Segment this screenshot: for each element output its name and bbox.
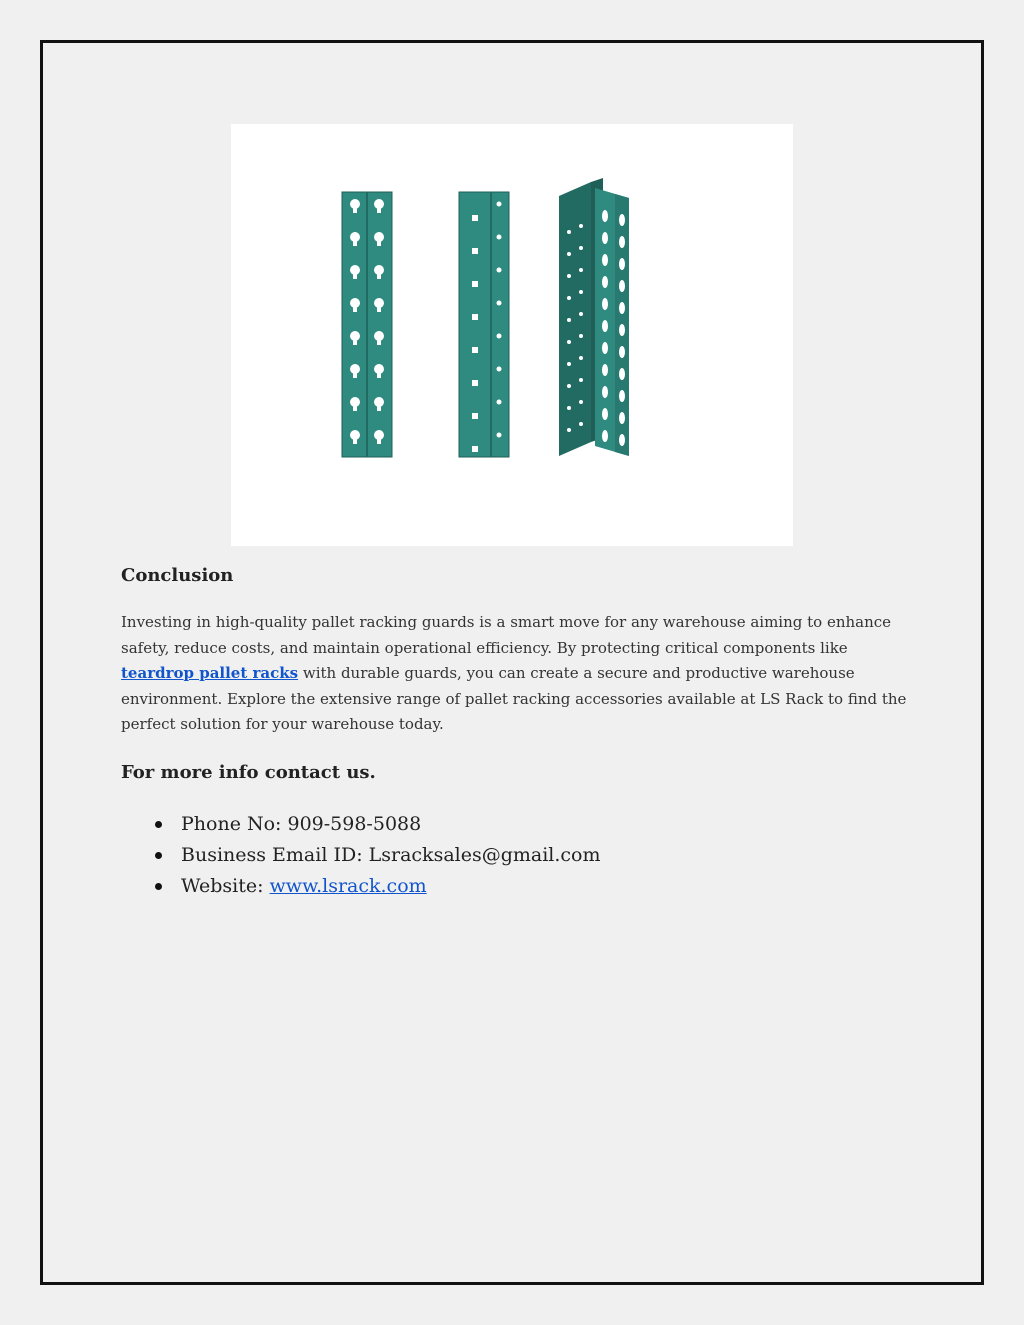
channel-slot (602, 276, 608, 288)
channel-slot (619, 324, 625, 336)
side-hole (567, 252, 571, 256)
square-hole (472, 413, 478, 419)
phone-text: Phone No: 909-598-5088 (181, 812, 422, 835)
contact-heading: For more info contact us. (121, 761, 376, 783)
document-page (40, 40, 984, 1285)
teardrop-hole-slot (353, 303, 357, 312)
rack-uprights-illustration (231, 124, 793, 546)
teardrop-hole-slot (353, 435, 357, 444)
round-hole (497, 433, 502, 438)
side-hole (567, 384, 571, 388)
contact-phone (121, 809, 911, 840)
teardrop-hole-slot (377, 303, 381, 312)
bullet-icon (155, 821, 162, 828)
channel-slot (619, 258, 625, 270)
square-hole (472, 314, 478, 320)
channel-slot (602, 210, 608, 222)
teardrop-hole-slot (377, 270, 381, 279)
teardrop-hole-slot (377, 369, 381, 378)
conclusion-heading: Conclusion (121, 565, 234, 586)
round-hole (497, 367, 502, 372)
teardrop-pallet-racks-link[interactable]: teardrop pallet racks (121, 664, 299, 682)
bullet-icon (155, 852, 162, 859)
side-hole (567, 406, 571, 410)
contact-list (121, 809, 911, 902)
square-hole (472, 248, 478, 254)
contact-website (121, 871, 911, 902)
side-hole (567, 362, 571, 366)
teardrop-hole-slot (377, 204, 381, 213)
channel-slot (619, 302, 625, 314)
side-hole (579, 224, 583, 228)
teardrop-hole-slot (353, 402, 357, 411)
teardrop-hole-slot (353, 369, 357, 378)
square-hole (472, 281, 478, 287)
channel-slot (602, 298, 608, 310)
teardrop-hole-slot (377, 237, 381, 246)
channel-slot (619, 280, 625, 292)
teardrop-hole-slot (353, 237, 357, 246)
round-hole (497, 268, 502, 273)
channel-upright (559, 178, 629, 456)
round-hole (497, 301, 502, 306)
round-hole (497, 202, 502, 207)
side-hole (579, 334, 583, 338)
website-link[interactable]: www.lsrack.com (269, 874, 427, 897)
conclusion-paragraph (121, 610, 911, 738)
contact-email (121, 840, 911, 871)
side-hole (579, 356, 583, 360)
teardrop-hole-slot (353, 336, 357, 345)
teardrop-upright (342, 192, 392, 457)
side-hole (579, 400, 583, 404)
side-hole (567, 318, 571, 322)
channel-slot (602, 320, 608, 332)
channel-slot (619, 390, 625, 402)
square-hole (472, 215, 478, 221)
side-hole (579, 290, 583, 294)
channel-slot (619, 368, 625, 380)
bullet-icon (155, 883, 162, 890)
side-hole (567, 274, 571, 278)
teardrop-hole-slot (377, 435, 381, 444)
channel-slot (619, 434, 625, 446)
side-hole (579, 378, 583, 382)
channel-slot (602, 408, 608, 420)
side-hole (567, 428, 571, 432)
round-hole (497, 400, 502, 405)
round-hole (497, 235, 502, 240)
side-hole (579, 312, 583, 316)
channel-slot (619, 236, 625, 248)
side-hole (567, 340, 571, 344)
side-hole (567, 296, 571, 300)
channel-slot (619, 412, 625, 424)
side-hole (579, 422, 583, 426)
square-hole (472, 347, 478, 353)
side-hole (579, 246, 583, 250)
teardrop-hole-slot (377, 336, 381, 345)
teardrop-hole-slot (353, 204, 357, 213)
email-text: Business Email ID: Lsracksales@gmail.com (181, 843, 601, 866)
teardrop-hole-slot (377, 402, 381, 411)
channel-slot (602, 254, 608, 266)
channel-slot (619, 346, 625, 358)
side-hole (579, 268, 583, 272)
channel-slot (619, 214, 625, 226)
channel-slot (602, 364, 608, 376)
channel-slot (602, 430, 608, 442)
channel-slot (602, 232, 608, 244)
website-label: Website: (181, 874, 270, 897)
channel-slot (602, 386, 608, 398)
teardrop-hole-slot (353, 270, 357, 279)
content-area (121, 565, 911, 902)
square-hole (472, 380, 478, 386)
square-hole (472, 446, 478, 452)
conclusion-text-end: with durable guards, you can create a secure and productive warehouse environment. Explore the extensive range of pallet racking accessories available at LS Rack to find the perfect solution for your warehouse today. (121, 664, 907, 733)
square-hole-upright (459, 192, 509, 457)
side-hole (567, 230, 571, 234)
channel-slot (602, 342, 608, 354)
conclusion-text-start: Investing in high-quality pallet racking guards is a smart move for any warehouse aiming to enhance safety, reduce costs, and maintain operational efficiency. By protecting critical components like (121, 613, 892, 657)
rack-uprights-image (231, 124, 793, 546)
round-hole (497, 334, 502, 339)
